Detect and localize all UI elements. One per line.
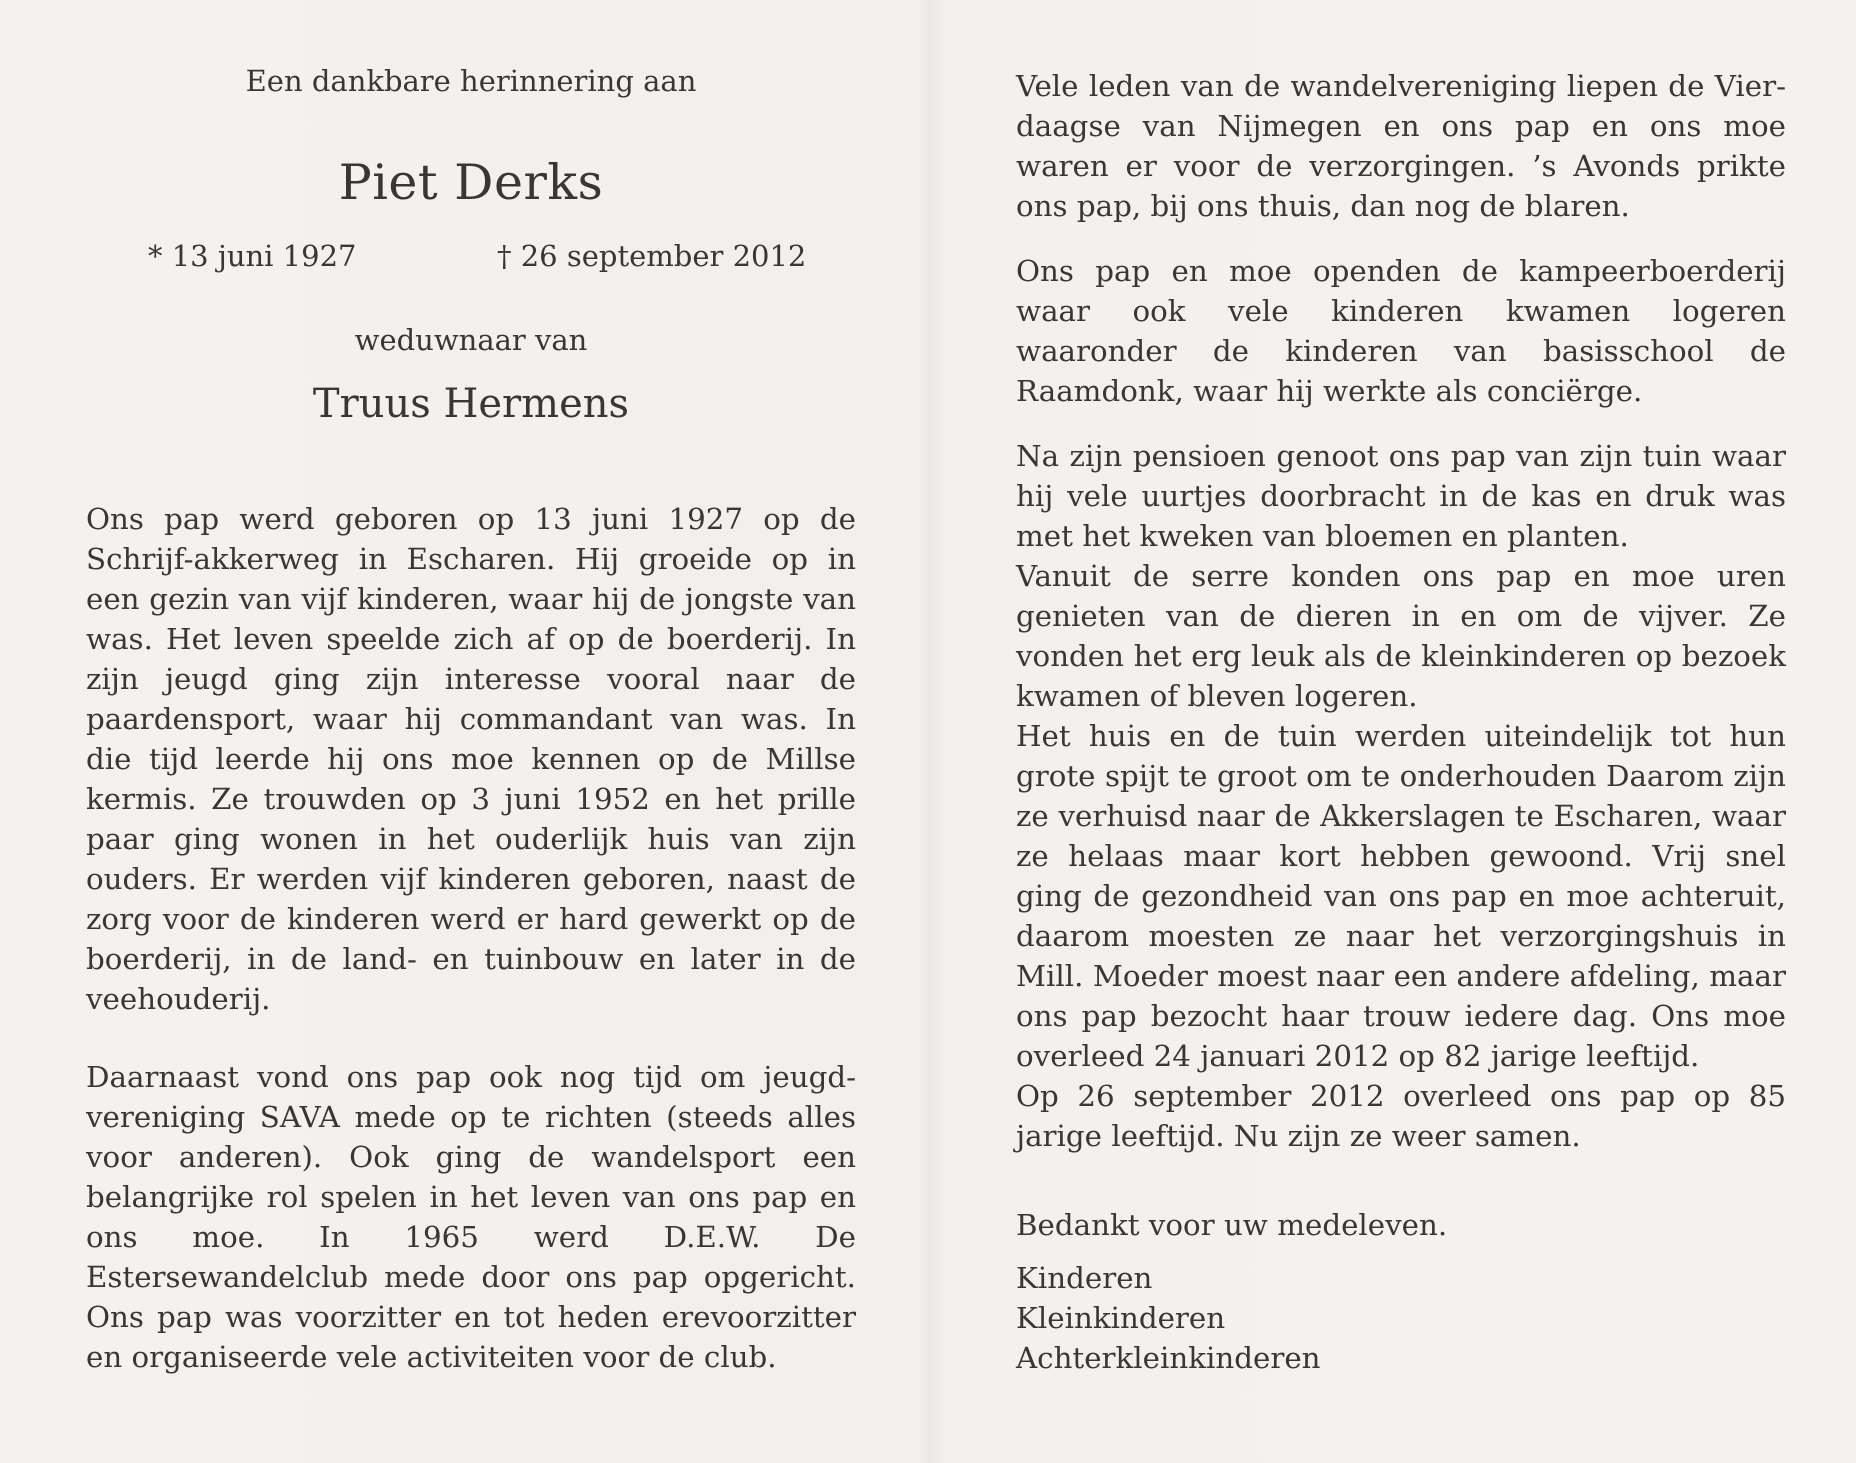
signoff-line: Achterkleinkinderen bbox=[1016, 1341, 1321, 1375]
birth-date: * 13 juni 1927 bbox=[148, 239, 357, 273]
signoff-list bbox=[1016, 1258, 1786, 1378]
life-dates bbox=[86, 239, 856, 279]
spouse-name: Truus Hermens bbox=[312, 381, 630, 427]
widower-label: weduwnaar van bbox=[354, 323, 588, 357]
signoff-line: Kleinkinderen bbox=[1016, 1301, 1226, 1335]
biography-paragraph: Op 26 september 2012 overleed ons pap op 85 jarige leeftijd. Nu zijn ze weer samen. bbox=[1016, 1079, 1786, 1153]
biography-paragraph: Na zijn pensioen genoot ons pap van zijn tuin waar hij vele uurtjes doorbracht in de kas en druk was met het kweken van bloemen en planten. bbox=[1016, 439, 1786, 553]
signoff-line: Kinderen bbox=[1016, 1261, 1153, 1295]
biography-paragraph: Vanuit de serre konden ons pap en moe uren genieten van de dieren in en om de vijver. Ze vonden het erg leuk als de kleinkinderen op bezoek kwamen of bleven logeren. bbox=[1016, 559, 1786, 713]
biography-paragraph: Het huis en de tuin werden uiteindelijk tot hun grote spijt te groot om te onderhouden Daarom zijn ze verhuisd naar de Akkerslagen te Escharen, waar ze helaas maar kort hebben gewoond. Vrij snel ging de gezondheid van ons pap en moe achteruit, daarom moesten ze naar het verzorgingshuis in Mill. Moeder moest naar een andere afdeling, maar ons pap bezocht haar trouw iedere dag. Ons moe overleed 24 januari 2012 op 82 jarige leeftijd. bbox=[1016, 719, 1786, 1073]
biography-paragraph: Daarnaast vond ons pap ook nog tijd om jeugd-vereniging SAVA mede op te richten (steeds alles voor anderen). Ook ging de wandelsport een belangrijke rol spelen in het leven van ons pap en ons moe. In 1965 werd D.E.W. De Estersewandelclub mede door ons pap opgericht. Ons pap was voorzitter en tot heden erevoorzitter en organiseerde vele activiteiten voor de club. bbox=[86, 1060, 856, 1374]
deceased-name: Piet Derks bbox=[338, 154, 604, 211]
intro-text: Een dankbare herinnering aan bbox=[245, 64, 697, 98]
right-panel bbox=[1016, 66, 1786, 1378]
biography-paragraph: Vele leden van de wandelvereniging liepen de Vier-daagse van Nijmegen en ons pap en ons moe waren er voor de verzorgingen. ’s Avonds prikte ons pap, bij ons thuis, dan nog de blaren. bbox=[1016, 69, 1786, 223]
biography-paragraph: Ons pap werd geboren op 13 juni 1927 op de Schrijf-akkerweg in Escharen. Hij groeide op in een gezin van vijf kinderen, waar hij de jongste van was. Het leven speelde zich af op de boerderij. In zijn jeugd ging zijn interesse vooral naar de paardensport, waar hij commandant van was. In die tijd leerde hij ons moe kennen op de Millse kermis. Ze trouwden op 3 juni 1952 en het prille paar ging wonen in het ouderlijk huis van zijn ouders. Er werden vijf kinderen geboren, naast de zorg voor de kinderen werd er hard gewerkt op de boerderij, in de land- en tuinbouw en later in de veehouderij. bbox=[86, 502, 856, 1016]
thanks-text: Bedankt voor uw medeleven. bbox=[1016, 1208, 1448, 1242]
left-panel bbox=[86, 60, 856, 1377]
death-date: † 26 september 2012 bbox=[497, 239, 807, 273]
biography-paragraph: Ons pap en moe openden de kampeerboerderij waar ook vele kinderen kwamen logeren waaronder de kinderen van basisschool de Raamdonk, waar hij werkte als conciërge. bbox=[1016, 254, 1786, 408]
